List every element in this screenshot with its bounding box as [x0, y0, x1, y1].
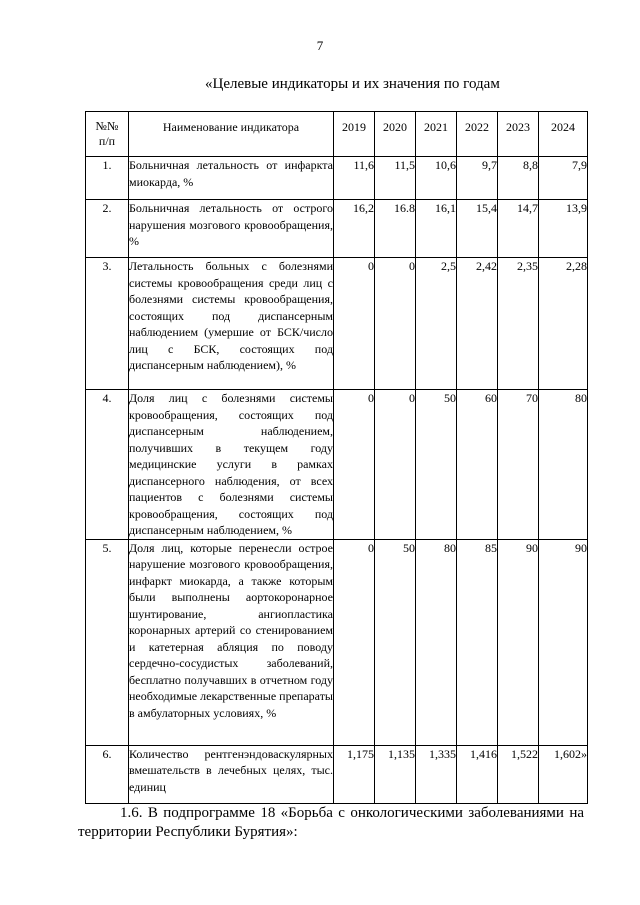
header-num-line1: №№ [95, 119, 119, 133]
header-name: Наименование индикатора [129, 112, 334, 157]
header-num-line2: п/п [98, 134, 116, 148]
row-value-2020: 50 [375, 539, 416, 745]
row-value-2024: 2,28 [539, 258, 588, 390]
table-row [86, 157, 588, 200]
row-num: 6. [86, 745, 129, 803]
row-num: 2. [86, 200, 129, 258]
row-value-2024: 90 [539, 539, 588, 745]
row-value-2019: 0 [334, 390, 375, 540]
row-value-2019: 1,175 [334, 745, 375, 803]
header-year-2022: 2022 [457, 112, 498, 157]
indicators-table [85, 111, 588, 804]
table-row [86, 390, 588, 540]
page-number: 7 [316, 38, 324, 53]
row-value-2019: 0 [334, 539, 375, 745]
table-header-row [86, 112, 588, 157]
row-num: 1. [86, 157, 129, 200]
header-year-2020: 2020 [375, 112, 416, 157]
row-indicator-name: Доля лиц с болезнями системы кровообращения, состоящих под диспансерным наблюдением, получивших в текущем году медицинские услуги в рамках диспансерного наблюдения, от всех пациентов с болезнями системы кровообращения, состоящих под диспансерным наблюдением, % [129, 391, 333, 537]
row-num: 4. [86, 390, 129, 540]
row-value-2024: 7,9 [539, 157, 588, 200]
row-value-2021: 16,1 [416, 200, 457, 258]
row-value-2022: 85 [457, 539, 498, 745]
row-value-2020: 16.8 [375, 200, 416, 258]
header-year-2023: 2023 [498, 112, 539, 157]
row-value-2022: 1,416 [457, 745, 498, 803]
row-value-2023: 2,35 [498, 258, 539, 390]
row-value-2022: 60 [457, 390, 498, 540]
row-value-2023: 70 [498, 390, 539, 540]
row-value-2024: 13,9 [539, 200, 588, 258]
table-row [86, 745, 588, 803]
row-value-2023: 1,522 [498, 745, 539, 803]
row-value-2024: 80 [539, 390, 588, 540]
row-value-2020: 0 [375, 258, 416, 390]
header-year-2021: 2021 [416, 112, 457, 157]
row-value-2021: 50 [416, 390, 457, 540]
row-value-2019: 11,6 [334, 157, 375, 200]
row-value-2022: 9,7 [457, 157, 498, 200]
row-value-2021: 80 [416, 539, 457, 745]
row-value-2021: 1,335 [416, 745, 457, 803]
header-year-2024: 2024 [539, 112, 588, 157]
table-row [86, 539, 588, 745]
row-value-2024: 1,602» [539, 745, 588, 803]
row-value-2021: 10,6 [416, 157, 457, 200]
row-num: 3. [86, 258, 129, 390]
row-indicator-name: Доля лиц, которые перенесли острое нарушение мозгового кровообращения, инфаркт миокарда, а также которым были выполнены аортокоронарное шунтирование, ангиопластика коронарных артерий со стенированием и катетерная абляция по поводу сердечно-сосудистых заболеваний, бесплатно получавших в отчетном году необходимые лекарственные препараты в амбулаторных условиях, % [129, 539, 334, 745]
row-value-2020: 0 [375, 390, 416, 540]
row-value-2020: 1,135 [375, 745, 416, 803]
row-indicator-name: Летальность больных с болезнями системы кровообращения среди лиц с болезнями системы кровообращения, состоящих под диспансерным наблюдением (умершие от БСК/число лиц с БСК, состоящих под диспансерным наблюдением), % [129, 258, 334, 390]
row-num: 5. [86, 539, 129, 745]
row-value-2022: 15,4 [457, 200, 498, 258]
table-row [86, 258, 588, 390]
row-value-2021: 2,5 [416, 258, 457, 390]
header-num [86, 112, 129, 157]
row-indicator-name: Количество рентгенэндоваскулярных вмешательств в лечебных целях, тыс. единиц [129, 745, 334, 803]
row-value-2020: 11,5 [375, 157, 416, 200]
row-value-2022: 2,42 [457, 258, 498, 390]
table-row [86, 200, 588, 258]
row-value-2023: 14,7 [498, 200, 539, 258]
row-value-2023: 90 [498, 539, 539, 745]
row-indicator-name: Больничная летальность от инфаркта миокарда, % [129, 157, 334, 200]
header-year-2019: 2019 [334, 112, 375, 157]
row-value-2019: 16,2 [334, 200, 375, 258]
row-indicator-name: Больничная летальность от острого нарушения мозгового кровообращения, % [129, 200, 334, 258]
row-value-2019: 0 [334, 258, 375, 390]
row-value-2023: 8,8 [498, 157, 539, 200]
table-heading: «Целевые индикаторы и их значения по годам [205, 76, 500, 92]
body-paragraph: 1.6. В подпрограмме 18 «Борьба с онкологическими заболеваниями на территории Республики Бурятия»: [78, 805, 584, 840]
